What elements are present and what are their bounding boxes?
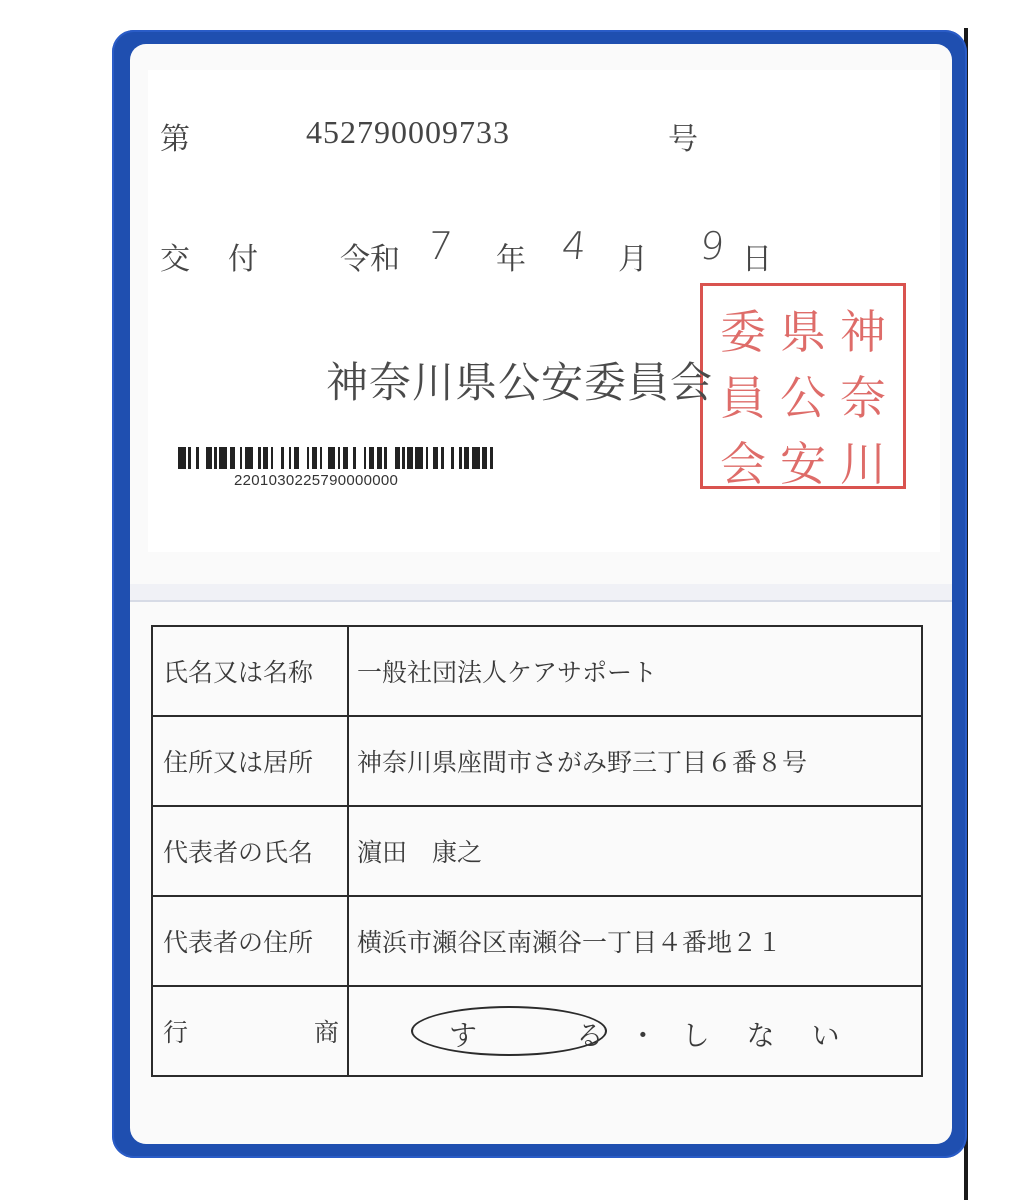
day-unit: 日 [742, 242, 772, 277]
barcode-bar [472, 447, 480, 469]
era-label: 令和 [340, 242, 400, 277]
row-value: 一般社団法人ケアサポート [348, 626, 922, 716]
table-row [152, 626, 922, 716]
option-no: し な い [681, 1019, 854, 1052]
barcode-bar [493, 447, 498, 469]
issue-month: 4 [559, 224, 589, 268]
option-yes-2: る [575, 1019, 606, 1052]
seal-character: 委 [720, 305, 766, 359]
seal-character: 公 [780, 371, 826, 425]
barcode-bar [178, 447, 186, 469]
barcode-bar [415, 447, 423, 469]
table-row [152, 896, 922, 986]
row-value: 濵田 康之 [348, 806, 922, 896]
table-row [152, 716, 922, 806]
row-label: 住所又は居所 [152, 716, 348, 806]
barcode-bar [245, 447, 253, 469]
issue-year: 7 [425, 224, 455, 268]
option-separator: ・ [628, 1019, 659, 1052]
barcode-bar [219, 447, 227, 469]
permit-details-table [151, 625, 923, 1077]
seal-character: 員 [720, 371, 766, 425]
barcode-bar [299, 447, 307, 469]
certificate-number: 452790009733 [306, 114, 510, 150]
barcode [178, 447, 498, 469]
row-label: 代表者の氏名 [152, 806, 348, 896]
peddling-label [152, 986, 348, 1076]
seal-character: 安 [780, 437, 826, 491]
number-prefix: 第 [160, 122, 190, 157]
seal-character: 県 [780, 305, 826, 359]
seal-character: 川 [840, 437, 886, 491]
year-unit: 年 [496, 242, 526, 277]
option-yes-1: す [449, 1019, 480, 1052]
peddling-value [348, 986, 922, 1076]
booklet-fold-line [130, 600, 952, 602]
peddling-label-2: 商 [313, 1018, 339, 1047]
issuer-name: 神奈川県公安委員会 [326, 358, 714, 407]
row-value: 横浜市瀬谷区南瀬谷一丁目４番地２１ [348, 896, 922, 986]
issued-label-2: 付 [228, 242, 258, 277]
official-seal-stamp [700, 283, 906, 489]
barcode-bar [356, 447, 364, 469]
barcode-bar [387, 447, 395, 469]
row-label: 代表者の住所 [152, 896, 348, 986]
seal-character: 神 [840, 305, 886, 359]
table-row [152, 986, 922, 1076]
barcode-number: 2201030225790000000 [234, 472, 399, 489]
table-row [152, 806, 922, 896]
seal-character: 奈 [840, 371, 886, 425]
seal-character: 会 [720, 437, 766, 491]
barcode-bar [444, 447, 452, 469]
issue-day: 9 [697, 224, 727, 268]
issued-label-1: 交 [160, 242, 190, 277]
month-unit: 月 [618, 242, 648, 277]
row-value: 神奈川県座間市さがみ野三丁目６番８号 [348, 716, 922, 806]
row-label: 氏名又は名称 [152, 626, 348, 716]
barcode-bar [328, 447, 336, 469]
barcode-bar [273, 447, 281, 469]
peddling-label-1: 行 [163, 1018, 189, 1047]
number-suffix: 号 [668, 122, 698, 157]
barcode-bar [199, 447, 207, 469]
